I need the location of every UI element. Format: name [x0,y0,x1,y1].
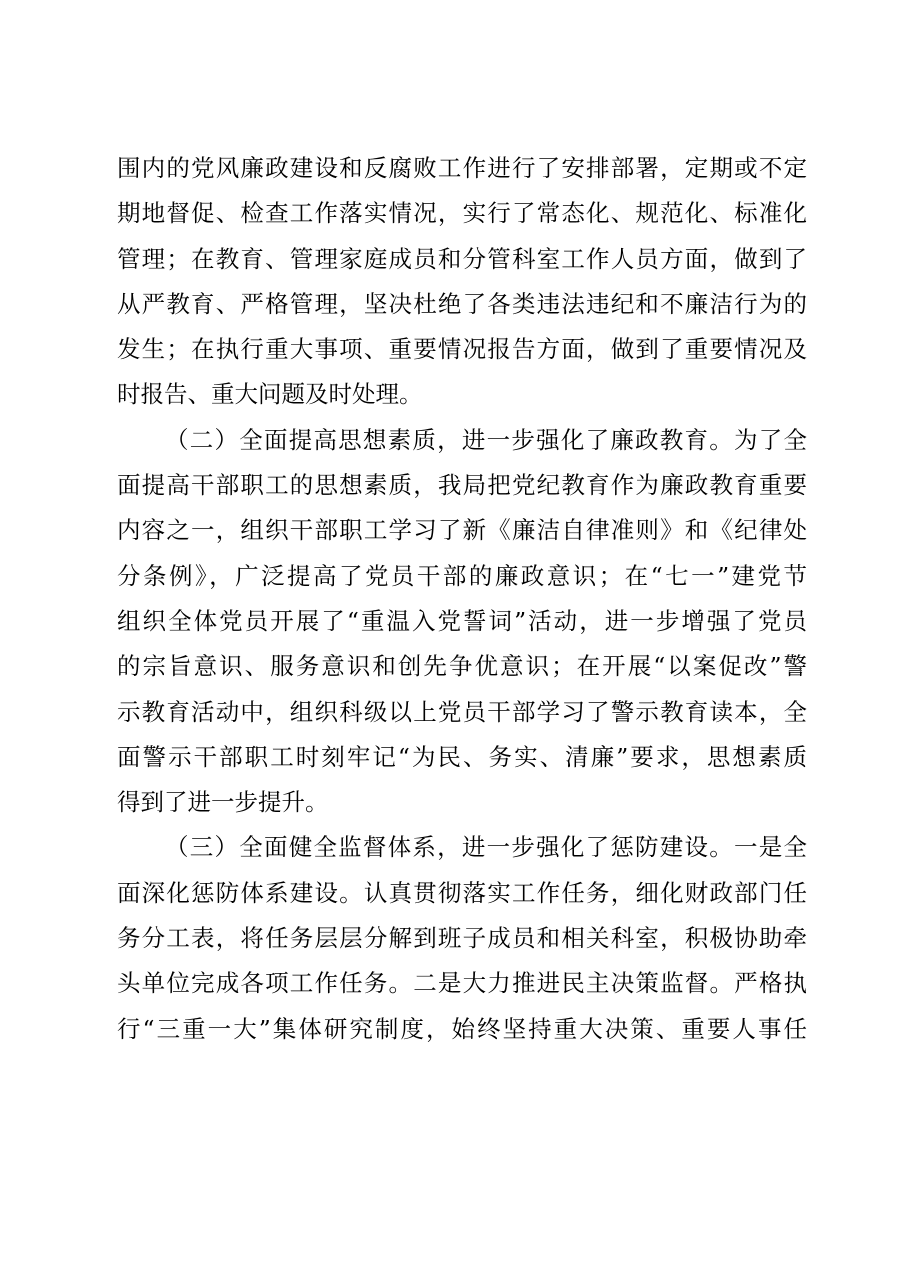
paragraph-2 [117,418,807,826]
text-line: 头单位完成各项工作任务。二是大力推进民主决策监督。严格执 [117,969,807,998]
document-page [117,146,807,1052]
text-line: 面深化惩防体系建设。认真贯彻落实工作任务，细化财政部门任 [117,878,807,907]
text-line: 从严教育、严格管理，坚决杜绝了各类违法违纪和不廉洁行为的 [117,289,807,318]
text-line: 管理；在教育、管理家庭成员和分管科室工作人员方面，做到了 [117,244,807,273]
paragraph-3 [117,825,807,1051]
text-line: 围内的党风廉政建设和反腐败工作进行了安排部署，定期或不定 [117,154,807,182]
text-line: 行“三重一大”集体研究制度，始终坚持重大决策、重要人事任 [117,1014,807,1043]
text-line: 面警示干部职工时刻牢记“为民、务实、清廉”要求，思想素质 [117,742,807,771]
text-line: 期地督促、检查工作落实情况，实行了常态化、规范化、标准化 [117,199,807,228]
text-line: （二）全面提高思想素质，进一步强化了廉政教育。为了全 [165,425,807,454]
text-line: 得到了进一步提升。 [117,788,329,817]
text-line: 示教育活动中，组织科级以上党员干部学习了警示教育读本，全 [117,697,807,726]
text-line: 务分工表，将任务层层分解到班子成员和相关科室，积极协助牵 [117,924,807,953]
text-line: 的宗旨意识、服务意识和创先争优意识；在开展“以案促改”警 [117,652,807,681]
text-line: 时报告、重大问题及时处理。 [117,380,423,409]
text-line: 组织全体党员开展了“重温入党誓词”活动，进一步增强了党员 [117,606,807,635]
text-line: 内容之一，组织干部职工学习了新《廉洁自律准则》和《纪律处 [117,516,807,545]
text-line: （三）全面健全监督体系，进一步强化了惩防建设。一是全 [165,833,807,862]
text-line: 发生；在执行重大事项、重要情况报告方面，做到了重要情况及 [117,335,807,364]
paragraph-1 [117,146,807,418]
text-line: 分条例》，广泛提高了党员干部的廉政意识；在“七一”建党节 [117,561,807,590]
text-line: 面提高干部职工的思想素质，我局把党纪教育作为廉政教育重要 [117,471,807,500]
